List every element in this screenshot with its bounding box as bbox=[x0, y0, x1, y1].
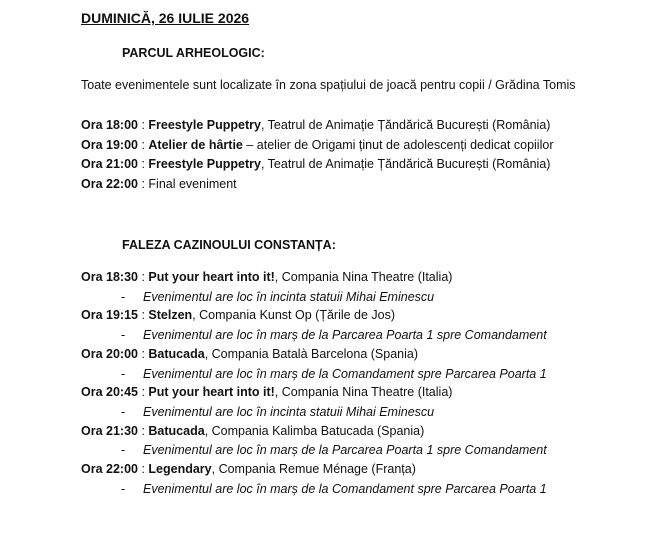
faleza-event-row bbox=[81, 385, 452, 399]
event-details: , Teatrul de Animație Țăndărică București (România) bbox=[260, 157, 551, 171]
bullet-dash: - bbox=[121, 443, 126, 457]
event-details: , Teatrul de Animație Țăndărică București (România) bbox=[260, 118, 551, 132]
event-sep: : bbox=[137, 385, 149, 399]
bullet-dash: - bbox=[121, 328, 126, 342]
event-time: Ora 19:00 bbox=[81, 138, 138, 152]
park-intro: Toate evenimentele sunt localizate în zona spațiului de joacă pentru copii / Grădina Tomis bbox=[81, 78, 576, 92]
event-time: Ora 20:45 bbox=[81, 385, 138, 399]
event-title: Put your heart into it! bbox=[148, 270, 275, 284]
faleza-event-row bbox=[81, 308, 395, 322]
park-event-row bbox=[81, 177, 237, 191]
event-title: Batucada bbox=[148, 424, 205, 438]
event-sep: : bbox=[137, 177, 149, 191]
event-details: , Compania Remue Ménage (Franța) bbox=[211, 462, 416, 476]
note-text: Evenimentul are loc în marș de la Parcarea Poarta 1 spre Comandament bbox=[143, 328, 547, 342]
event-title: Stelzen bbox=[148, 308, 193, 322]
event-details: – atelier de Origami ținut de adolescenți dedicat copiilor bbox=[242, 138, 554, 152]
event-time: Ora 21:00 bbox=[81, 157, 138, 171]
event-details: , Compania Nina Theatre (Italia) bbox=[274, 385, 453, 399]
event-time: Ora 22:00 bbox=[81, 177, 138, 191]
page-date-heading: DUMINICĂ, 26 IULIE 2026 bbox=[81, 10, 250, 26]
event-details: , Compania Batalà Barcelona (Spania) bbox=[204, 347, 419, 361]
bullet-dash: - bbox=[121, 290, 126, 304]
event-time: Ora 18:00 bbox=[81, 118, 138, 132]
event-sep: : bbox=[137, 270, 149, 284]
event-details: , Compania Kunst Op (Țările de Jos) bbox=[192, 308, 396, 322]
faleza-event-note bbox=[121, 443, 547, 457]
faleza-section-heading: FALEZA CAZINOULUI CONSTANȚA: bbox=[122, 238, 336, 252]
note-text: Evenimentul are loc în incinta statuii Mihai Eminescu bbox=[143, 290, 435, 304]
event-sep: : bbox=[137, 347, 149, 361]
event-sep: : bbox=[137, 118, 149, 132]
event-time: Ora 20:00 bbox=[81, 347, 138, 361]
event-sep: : bbox=[137, 157, 149, 171]
event-details: , Compania Kalimba Batucada (Spania) bbox=[204, 424, 425, 438]
event-title: Batucada bbox=[148, 347, 205, 361]
note-text: Evenimentul are loc în incinta statuii Mihai Eminescu bbox=[143, 405, 435, 419]
faleza-event-row bbox=[81, 347, 418, 361]
note-text: Evenimentul are loc în marș de la Comandament spre Parcarea Poarta 1 bbox=[143, 482, 547, 496]
event-title: Atelier de hârtie bbox=[148, 138, 243, 152]
park-section-heading: PARCUL ARHEOLOGIC: bbox=[122, 46, 265, 60]
faleza-event-row bbox=[81, 270, 452, 284]
bullet-dash: - bbox=[121, 482, 126, 496]
event-time: Ora 22:00 bbox=[81, 462, 138, 476]
event-time: Ora 21:30 bbox=[81, 424, 138, 438]
event-details: , Compania Nina Theatre (Italia) bbox=[274, 270, 453, 284]
event-time: Ora 18:30 bbox=[81, 270, 138, 284]
bullet-dash: - bbox=[121, 367, 126, 381]
faleza-event-row bbox=[81, 424, 424, 438]
note-text: Evenimentul are loc în marș de la Parcarea Poarta 1 spre Comandament bbox=[143, 443, 547, 457]
event-sep: : bbox=[137, 424, 149, 438]
event-title: Put your heart into it! bbox=[148, 385, 275, 399]
bullet-dash: - bbox=[121, 405, 126, 419]
park-event-row bbox=[81, 118, 550, 132]
park-event-row bbox=[81, 138, 553, 152]
faleza-event-note bbox=[121, 328, 547, 342]
event-title: Freestyle Puppetry bbox=[148, 157, 261, 171]
event-title: Legendary bbox=[148, 462, 212, 476]
faleza-event-row bbox=[81, 462, 416, 476]
event-sep: : bbox=[137, 138, 149, 152]
faleza-event-note bbox=[121, 482, 547, 496]
faleza-event-note bbox=[121, 290, 434, 304]
faleza-event-note bbox=[121, 405, 434, 419]
event-sep: : bbox=[137, 462, 149, 476]
event-time: Ora 19:15 bbox=[81, 308, 138, 322]
park-event-row bbox=[81, 157, 550, 171]
note-text: Evenimentul are loc în marș de la Comandament spre Parcarea Poarta 1 bbox=[143, 367, 547, 381]
event-title: Freestyle Puppetry bbox=[148, 118, 261, 132]
event-details: Final eveniment bbox=[148, 177, 237, 191]
event-sep: : bbox=[137, 308, 149, 322]
faleza-event-note bbox=[121, 367, 547, 381]
